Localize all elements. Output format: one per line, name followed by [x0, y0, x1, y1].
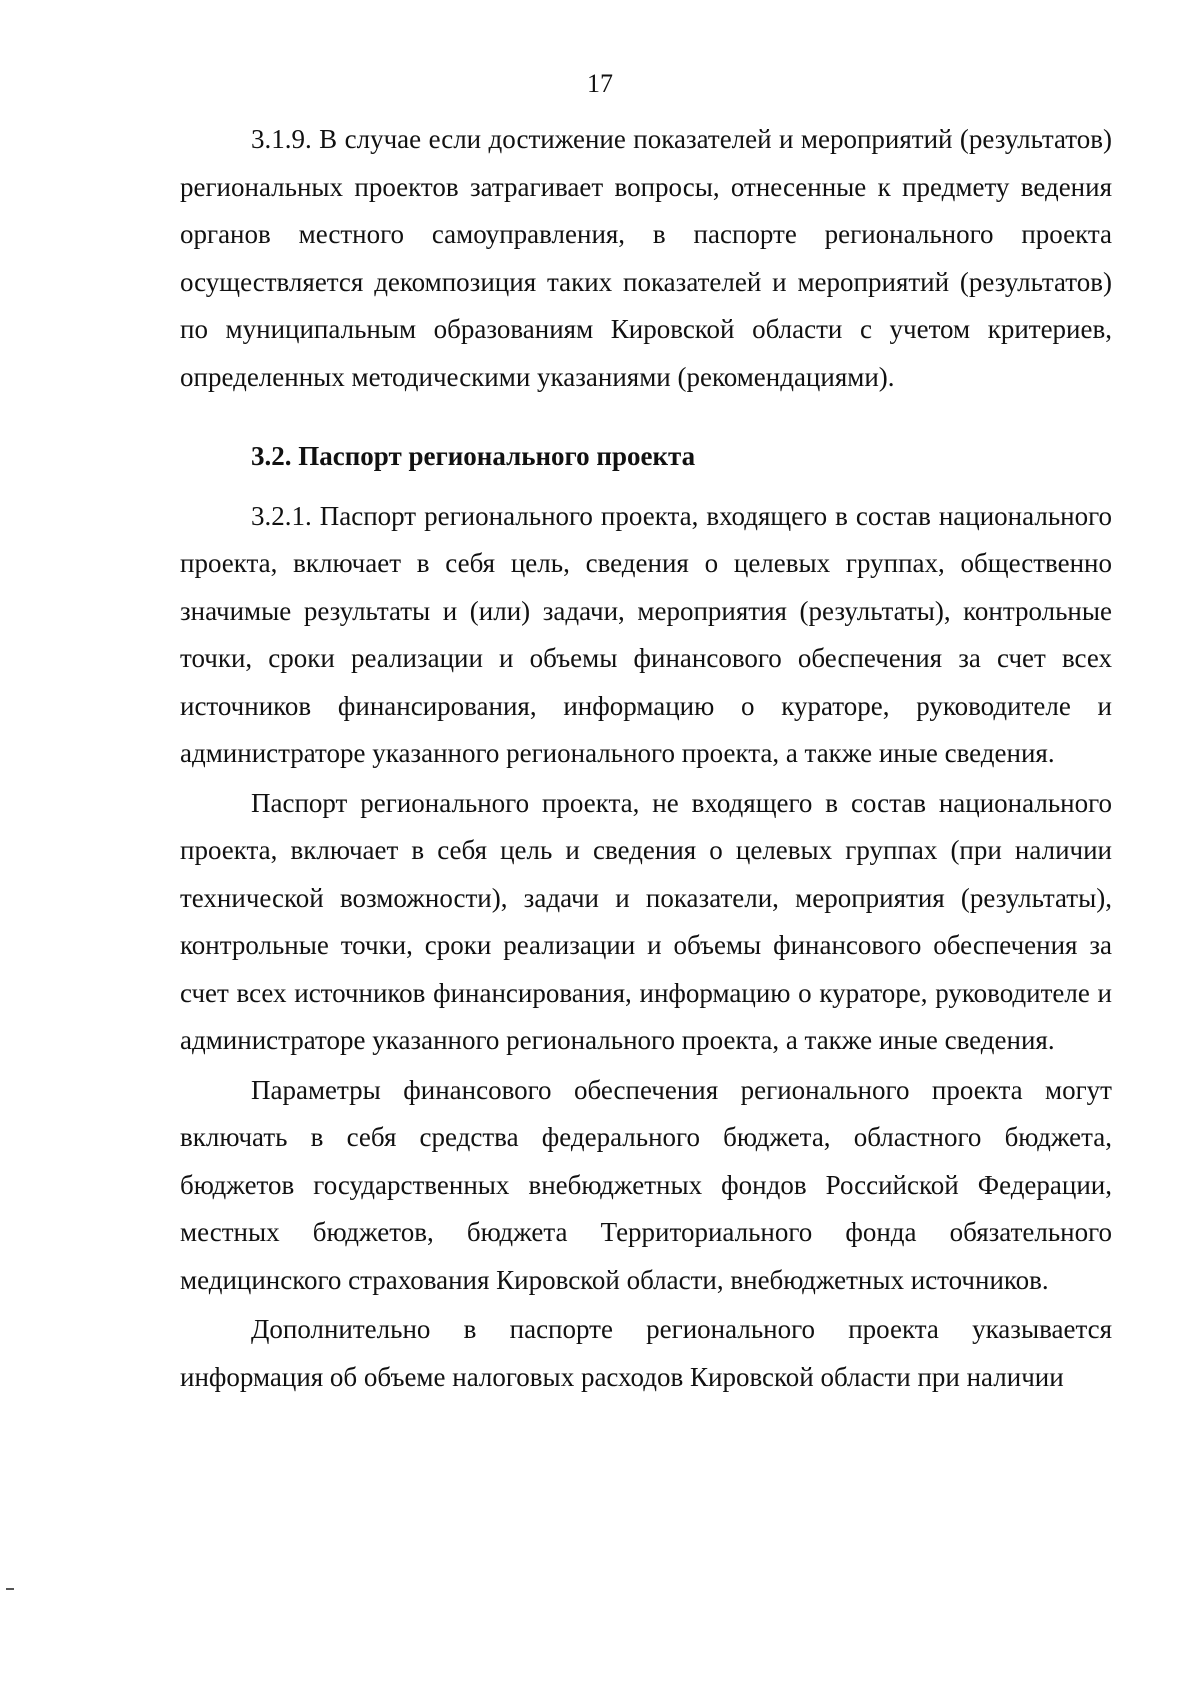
paragraph-3-1-9: 3.1.9. В случае если достижение показателей и мероприятий (результатов) региональных проектов затрагивает вопросы, отнесенные к предмету ведения органов местного самоуправления, в паспорте регионального проекта осуществляется декомпозиция таких показателей и мероприятий (результатов) по муниципальным образованиям Кировской области с учетом критериев, определенных методическими указаниями (рекомендациями).	[180, 124, 1112, 392]
paragraph-3-2-1: 3.2.1. Паспорт регионального проекта, входящего в состав национального проекта, включает в себя цель, сведения о целевых группах, общественно значимые результаты и (или) задачи, мероприятия (результаты), контрольные точки, сроки реализации и объемы финансового обеспечения за счет всех источников финансирования, информацию о кураторе, руководителе и администраторе указанного регионального проекта, а также иные сведения.	[180, 500, 1112, 768]
scan-margin-mark	[6, 1588, 14, 1590]
page-number: 17	[587, 69, 613, 98]
paragraph-additional-info: Дополнительно в паспорте регионального проекта указывается информация об объеме налоговых расходов Кировской области при наличии	[180, 1314, 1112, 1392]
document-body	[180, 116, 1112, 1401]
paragraph-non-national-project: Паспорт регионального проекта, не входящего в состав национального проекта, включает в себя цель и сведения о целевых группах (при наличии технической возможности), задачи и показатели, мероприятия (результаты), контрольные точки, сроки реализации и объемы финансового обеспечения за счет всех источников финансирования, информацию о кураторе, руководителе и администраторе указанного регионального проекта, а также иные сведения.	[180, 787, 1112, 1055]
paragraph-financial-parameters: Параметры финансового обеспечения регионального проекта могут включать в себя средства федерального бюджета, областного бюджета, бюджетов государственных внебюджетных фондов Российской Федерации, местных бюджетов, бюджета Территориального фонда обязательного медицинского страхования Кировской области, внебюджетных источников.	[180, 1074, 1112, 1295]
section-heading-3-2: 3.2. Паспорт регионального проекта	[251, 441, 696, 471]
